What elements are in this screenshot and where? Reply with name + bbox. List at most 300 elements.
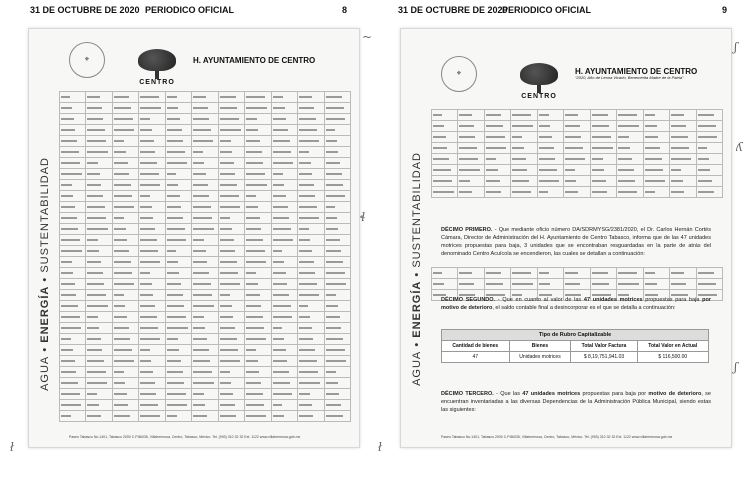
decimo-segundo-pre: - Que en cuanto al valor de las [495,297,584,303]
illegible-text-mark [326,305,338,307]
table-cell [112,400,138,411]
table-cell [245,92,271,103]
illegible-text-mark [167,393,186,395]
illegible-text-mark [220,96,236,98]
illegible-text-mark [167,316,186,318]
illegible-text-mark [114,129,134,131]
illegible-text-mark [326,184,344,186]
table-cell [324,202,350,213]
illegible-text-mark [299,382,320,384]
table-cell [245,323,271,334]
illegible-text-mark [87,118,103,120]
table-cell [324,114,350,125]
table-row [60,345,351,356]
table-cell [324,147,350,158]
table-cell [86,312,112,323]
illegible-text-mark [565,272,578,274]
table-cell [298,92,324,103]
table-cell [484,279,510,290]
illegible-text-mark [61,338,71,340]
table-cell [298,125,324,136]
illegible-text-mark [273,239,293,241]
illegible-text-mark [326,129,336,131]
illegible-text-mark [273,371,289,373]
illegible-text-mark [486,294,505,296]
illegible-text-mark [433,158,449,160]
table-cell [245,334,271,345]
illegible-text-mark [539,191,549,193]
table-cell [165,400,191,411]
illegible-text-mark [433,294,446,296]
illegible-text-mark [140,206,151,208]
illegible-text-mark [193,140,212,142]
table-cell [271,136,297,147]
summary-cell: Unidades motrices [509,352,571,363]
illegible-text-mark [645,114,655,116]
table-cell [139,224,165,235]
illegible-text-mark [592,158,603,160]
illegible-text-mark [512,283,532,285]
illegible-text-mark [326,283,347,285]
table-cell [245,356,271,367]
illegible-text-mark [140,261,160,263]
illegible-text-mark [299,195,315,197]
illegible-text-mark [326,415,343,417]
table-cell [60,301,86,312]
table-cell [298,356,324,367]
table-cell [245,169,271,180]
illegible-text-mark [326,107,344,109]
illegible-text-mark [114,239,127,241]
illegible-text-mark [326,228,339,230]
illegible-text-mark [193,173,206,175]
table-cell [324,279,350,290]
table-cell [192,389,218,400]
table-cell [590,143,616,154]
illegible-text-mark [433,283,444,285]
decimo-tercero-post: , se encuentran inventariadas a las diversas Dependencias de la Administración Pública Municipal, siendo estas las siguientes: [441,391,711,413]
illegible-text-mark [433,125,444,127]
illegible-text-mark [87,316,97,318]
illegible-text-mark [273,327,283,329]
illegible-text-mark [167,162,187,164]
illegible-text-mark [61,349,73,351]
illegible-text-mark [61,184,72,186]
illegible-text-mark [167,294,183,296]
table-cell [271,114,297,125]
table-cell [537,110,563,121]
table-cell [86,246,112,257]
table-cell [643,279,669,290]
illegible-text-mark [246,382,261,384]
table-cell [139,290,165,301]
illegible-text-mark [61,151,79,153]
table-cell [245,367,271,378]
illegible-text-mark [671,147,689,149]
table-cell [139,301,165,312]
table-cell [60,356,86,367]
decimo-primero-text: - Que mediante oficio número DA/SDRMYSG/2381/2020, el Dr. Carlos Hernán Cortés Cámara, Director de Administración del H. Ayuntamiento de Centro Tabasco, informa que de las 47 unidades motrices propuestas para baja, 3 unidades que se encontraban resguardadas en la parte de atrás del denominado Centro Acuícola se encendieron, las cuales se detallan a continuación: [441,227,711,257]
table-cell [112,224,138,235]
table-cell [458,121,484,132]
table-cell [86,103,112,114]
illegible-text-mark [87,129,104,131]
table-cell [165,92,191,103]
illegible-text-mark [61,206,75,208]
illegible-text-mark [645,136,659,138]
illegible-text-mark [299,327,312,329]
table-cell [271,268,297,279]
illegible-text-mark [87,371,105,373]
table-cell [245,224,271,235]
table-cell [218,191,244,202]
table-cell [165,235,191,246]
table-cell [245,191,271,202]
table-cell [86,125,112,136]
table-cell [564,176,590,187]
illegible-text-mark [167,272,180,274]
illegible-text-mark [61,173,82,175]
illegible-text-mark [326,316,340,318]
illegible-text-mark [114,404,129,406]
illegible-text-mark [539,114,549,116]
table-cell [432,110,458,121]
illegible-text-mark [671,283,686,285]
table-cell [432,165,458,176]
table-cell [432,268,458,279]
table-cell [165,136,191,147]
illegible-text-mark [140,415,159,417]
sidebar-slogan-right: AGUA • ENERGÍA • SUSTENTABILIDAD [411,152,423,386]
illegible-text-mark [140,382,154,384]
illegible-text-mark [167,118,180,120]
illegible-text-mark [220,239,234,241]
illegible-text-mark [114,283,134,285]
illegible-text-mark [87,349,102,351]
table-cell [86,202,112,213]
illegible-text-mark [299,96,312,98]
illegible-text-mark [87,96,99,98]
illegible-text-mark [565,283,580,285]
table-cell [165,246,191,257]
illegible-text-mark [87,140,106,142]
illegible-text-mark [220,107,238,109]
table-cell [696,143,722,154]
table-cell [218,213,244,224]
illegible-text-mark [459,114,471,116]
table-cell [139,356,165,367]
illegible-text-mark [220,272,239,274]
table-cell [271,246,297,257]
table-cell [112,345,138,356]
illegible-text-mark [220,250,235,252]
table-cell [86,389,112,400]
illegible-text-mark [140,250,158,252]
table-cell [245,136,271,147]
table-cell [165,257,191,268]
table-cell [458,268,484,279]
illegible-text-mark [140,239,156,241]
illegible-text-mark [167,173,177,175]
letterhead-right [441,49,721,99]
table-row [432,279,723,290]
table-cell [298,169,324,180]
illegible-text-mark [618,158,632,160]
table-cell [245,246,271,257]
signature-mark: ɬ [360,210,366,224]
table-cell [696,154,722,165]
illegible-text-mark [167,239,186,241]
illegible-text-mark [645,125,657,127]
illegible-text-mark [114,184,131,186]
table-cell [86,114,112,125]
table-cell [192,213,218,224]
illegible-text-mark [220,184,237,186]
table-row [60,235,351,246]
table-cell [590,121,616,132]
table-row [60,147,351,158]
page-footer: Paseo Tabasco No.1401, Tabasco 2000 C.P.86035, Villahermosa, Centro, Tabasco, México. Tel. (993) 310 32 32 Ext. 1122 www.villahermosa.gob.mx [69,435,301,439]
table-row [60,246,351,257]
illegible-text-mark [114,228,126,230]
illegible-text-mark [61,404,81,406]
illegible-text-mark [671,136,688,138]
illegible-text-mark [299,173,312,175]
illegible-text-mark [220,261,237,263]
table-cell [298,389,324,400]
table-cell [112,213,138,224]
illegible-text-mark [618,114,637,116]
table-cell [564,165,590,176]
illegible-text-mark [618,180,635,182]
table-cell [86,136,112,147]
illegible-text-mark [433,191,454,193]
illegible-text-mark [246,140,260,142]
illegible-text-mark [140,283,151,285]
illegible-text-mark [326,250,342,252]
illegible-text-mark [326,151,339,153]
table-cell [112,114,138,125]
table-cell [60,224,86,235]
table-cell [643,187,669,198]
decimo-segundo-mid: propuestas para baja [642,297,703,303]
illegible-text-mark [167,349,179,351]
table-cell [218,323,244,334]
table-cell [271,345,297,356]
table-cell [484,132,510,143]
table-cell [60,389,86,400]
table-cell [192,125,218,136]
table-cell [86,301,112,312]
illegible-text-mark [61,382,78,384]
illegible-text-mark [512,136,522,138]
table-cell [60,103,86,114]
table-cell [298,334,324,345]
signature-mark: ʃ [734,360,738,374]
table-cell [218,400,244,411]
table-cell [245,290,271,301]
illegible-text-mark [167,129,182,131]
table-cell [696,268,722,279]
table-cell [139,279,165,290]
institution-name: H. AYUNTAMIENTO DE CENTRO [193,55,316,65]
table-row [432,176,723,187]
illegible-text-mark [193,371,212,373]
illegible-text-mark [246,250,265,252]
table-cell [271,334,297,345]
illegible-text-mark [246,272,256,274]
illegible-text-mark [273,173,283,175]
illegible-text-mark [87,360,104,362]
illegible-text-mark [698,158,709,160]
table-cell [617,154,643,165]
illegible-text-mark [193,360,210,362]
decimo-segundo-label: DÉCIMO SEGUNDO. [441,297,496,303]
table-cell [271,147,297,158]
table-row [60,312,351,323]
table-cell [511,121,537,132]
illegible-text-mark [193,272,209,274]
table-row [432,154,723,165]
illegible-text-mark [645,147,660,149]
illegible-text-mark [299,283,317,285]
table-cell [511,279,537,290]
table-cell [298,411,324,422]
illegible-text-mark [326,195,345,197]
table-cell [564,132,590,143]
illegible-text-mark [167,184,178,186]
table-cell [218,367,244,378]
table-cell [324,92,350,103]
table-cell [298,224,324,235]
illegible-text-mark [246,316,263,318]
table-cell [537,165,563,176]
table-cell [324,356,350,367]
table-cell [511,165,537,176]
illegible-text-mark [114,272,132,274]
table-cell [511,176,537,187]
illegible-text-mark [326,404,341,406]
sidebar-slogan: AGUA • ENERGÍA • SUSTENTABILIDAD [39,157,51,391]
table-cell [60,136,86,147]
illegible-text-mark [220,349,239,351]
illegible-text-mark [326,206,335,208]
table-cell [86,356,112,367]
table-cell [192,378,218,389]
illegible-text-mark [459,169,480,171]
illegible-text-mark [114,294,124,296]
table-row [432,268,723,279]
illegible-text-mark [246,415,266,417]
table-cell [192,169,218,180]
illegible-text-mark [167,107,178,109]
illegible-text-mark [61,195,73,197]
table-row [60,202,351,213]
table-cell [590,110,616,121]
table-row [60,136,351,147]
table-cell [696,279,722,290]
illegible-text-mark [273,140,290,142]
illegible-text-mark [299,415,313,417]
illegible-text-mark [140,217,153,219]
table-cell [324,312,350,323]
table-cell [590,187,616,198]
illegible-text-mark [246,162,263,164]
table-cell [271,367,297,378]
illegible-text-mark [592,169,604,171]
illegible-text-mark [592,283,610,285]
illegible-text-mark [167,415,178,417]
table-cell [590,176,616,187]
illegible-text-mark [486,283,503,285]
table-cell [218,345,244,356]
table-cell [511,268,537,279]
table-cell [245,400,271,411]
illegible-text-mark [87,272,102,274]
decimo-tercero-pre: - Que las [493,391,523,397]
illegible-text-mark [539,283,550,285]
decimo-tercero-bold1: 47 unidades motrices [522,391,581,397]
table-cell [537,143,563,154]
table-cell [432,187,458,198]
illegible-text-mark [671,180,682,182]
illegible-text-mark [246,404,264,406]
table-cell [245,158,271,169]
table-cell [86,290,112,301]
table-row [432,132,723,143]
table-cell [165,367,191,378]
table-cell [165,378,191,389]
table-cell [324,400,350,411]
illegible-text-mark [167,217,183,219]
illegible-text-mark [565,147,583,149]
illegible-text-mark [87,228,107,230]
illegible-text-mark [220,294,230,296]
illegible-text-mark [114,371,124,373]
table-cell [298,257,324,268]
illegible-text-mark [61,294,76,296]
table-cell [324,136,350,147]
page-footer-right: Paseo Tabasco No.1401, Tabasco 2000 C.P.86035, Villahermosa, Centro, Tabasco, México. Tel. (993) 310 32 32 Ext. 1122 www.villahermosa.gob.mx [441,435,673,439]
table-cell [590,268,616,279]
table-row [60,213,351,224]
illegible-text-mark [299,250,312,252]
illegible-text-mark [167,96,177,98]
table-cell [670,279,696,290]
illegible-text-mark [698,294,718,296]
illegible-text-mark [193,305,214,307]
table-cell [192,158,218,169]
table-cell [139,202,165,213]
illegible-text-mark [193,107,208,109]
illegible-text-mark [220,371,230,373]
illegible-text-mark [114,360,134,362]
table-cell [324,224,350,235]
table-cell [218,114,244,125]
illegible-text-mark [299,349,315,351]
capitalizable-summary-table [441,329,709,363]
illegible-text-mark [220,217,231,219]
illegible-text-mark [193,283,210,285]
vehicle-table [59,91,351,422]
table-cell [192,257,218,268]
table-cell [86,257,112,268]
illegible-text-mark [140,162,157,164]
table-cell [60,246,86,257]
table-cell [218,257,244,268]
illegible-text-mark [140,272,150,274]
illegible-text-mark [698,180,713,182]
